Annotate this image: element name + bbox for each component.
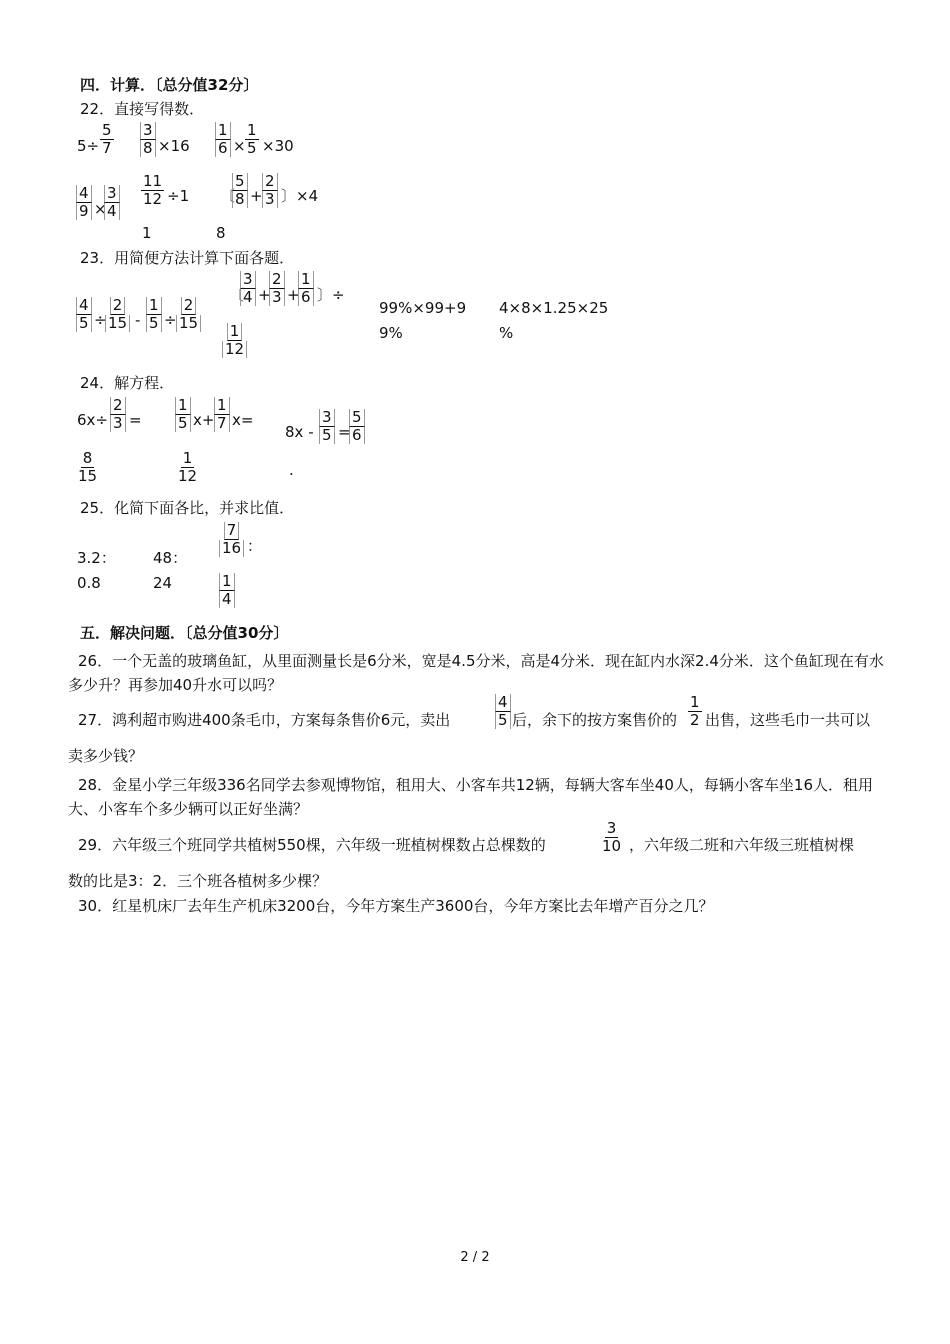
question-title: 25．化简下面各比，并求比值． xyxy=(80,499,295,517)
fraction: 8 15 xyxy=(78,449,98,485)
fraction: 11 12 xyxy=(143,172,163,208)
math-text: 9% xyxy=(379,324,403,342)
fraction: 5 6 xyxy=(349,409,365,444)
math-text: - xyxy=(135,311,141,329)
fraction: 1 2 xyxy=(690,693,700,729)
fraction: 1 5 xyxy=(175,397,191,432)
fraction: 4 9 xyxy=(76,185,92,220)
problem-text: 数的比是3：2．三个班各植树多少棵？ xyxy=(68,872,328,890)
math-text: 4×8×1.25×25 xyxy=(499,299,609,317)
question-title: 23．用简便方法计算下面各题． xyxy=(80,249,295,267)
fraction: 3 10 xyxy=(602,819,622,855)
math-text: ×30 xyxy=(262,137,294,155)
math-text: ÷ xyxy=(164,311,177,329)
math-text: + xyxy=(258,286,271,304)
fraction: 1 5 xyxy=(146,297,162,332)
math-text: 5÷ xyxy=(77,137,100,155)
problem-text: ，六年级二班和六年级三班植树棵 xyxy=(629,836,855,854)
fraction: 3 4 xyxy=(240,271,256,306)
problem-text: 27．鸿利超市购进400条毛巾，方案每条售价6元，卖出 xyxy=(78,711,451,729)
problem-text: 后，余下的按方案售价的 xyxy=(512,711,678,729)
math-text: 99%×99+9 xyxy=(379,299,467,317)
math-text: 48： xyxy=(153,549,188,567)
question-title: 24．解方程． xyxy=(80,374,175,392)
math-text: 〔 xyxy=(229,286,245,304)
fraction: 1 6 xyxy=(298,271,314,306)
problem-text: 出售，这些毛巾一共可以 xyxy=(705,711,871,729)
problem-text: 28．金星小学三年级336名同学去参观博物馆，租用大、小客车共12辆，每辆大客车坐40人，每辆小客车坐16人．租用大、小客车个多少辆可以正好坐满？ xyxy=(68,776,873,818)
math-text: = xyxy=(129,411,142,429)
fraction: 4 5 xyxy=(495,694,511,729)
fraction: 1 5 xyxy=(247,121,257,157)
problem-text: 26．一个无盖的玻璃鱼缸，从里面测量长是6分米，宽是4.5分米，高是4分米．现在缸内水深2.4分米．这个鱼缸现在有水多少升？再参加40升水可以吗？ xyxy=(68,652,884,694)
fraction: 3 4 xyxy=(104,185,120,220)
problem-text: 卖多少钱？ xyxy=(68,747,144,765)
math-text: 1 xyxy=(142,224,152,242)
math-text: ÷ xyxy=(94,311,107,329)
question-title: 22．直接写得数． xyxy=(80,100,205,118)
fraction: 4 5 xyxy=(76,297,92,332)
math-text: 〕÷ xyxy=(317,286,345,304)
fraction: 1 12 xyxy=(222,323,247,358)
math-text: ： xyxy=(247,537,263,555)
math-text: 8x - xyxy=(285,423,314,441)
math-text: ×16 xyxy=(158,137,190,155)
fraction: 1 4 xyxy=(219,573,235,608)
problem-text: 30．红星机床厂去年生产机床3200台，今年方案生产3600台，今年方案比去年增产百分之几？ xyxy=(78,897,714,915)
fraction: 2 15 xyxy=(105,297,130,332)
math-text: . xyxy=(289,461,294,479)
math-text: 0.8 xyxy=(77,574,101,592)
math-text: = xyxy=(338,423,351,441)
math-text: ÷1 xyxy=(167,187,190,205)
math-text: % xyxy=(499,324,514,342)
fraction: 3 5 xyxy=(319,409,335,444)
math-text: × xyxy=(94,200,107,218)
fraction: 1 6 xyxy=(215,122,231,157)
fraction: 1 12 xyxy=(178,449,198,485)
math-text: 8 xyxy=(216,224,226,242)
math-text: × xyxy=(233,137,246,155)
fraction: 2 3 xyxy=(262,173,278,208)
fraction: 5 7 xyxy=(102,121,112,157)
math-text: + xyxy=(287,286,300,304)
math-text: x= xyxy=(232,411,254,429)
problem-text: 29．六年级三个班同学共植树550棵，六年级一班植树棵数占总棵数的 xyxy=(78,836,546,854)
section-heading: 五．解决问题．〔总分值30分〕 xyxy=(80,624,289,642)
page-number: 2 / 2 xyxy=(460,1250,490,1265)
fraction: 2 3 xyxy=(110,397,126,432)
fraction: 2 15 xyxy=(176,297,201,332)
math-text: 〕×4 xyxy=(281,187,319,205)
fraction: 5 8 xyxy=(232,173,248,208)
math-text: 6x÷ xyxy=(77,411,108,429)
fraction: 7 16 xyxy=(219,522,244,557)
math-text: 3.2： xyxy=(77,549,116,567)
fraction: 2 3 xyxy=(269,271,285,306)
fraction: 1 7 xyxy=(214,397,230,432)
math-text: x+ xyxy=(193,411,215,429)
math-text: 24 xyxy=(153,574,173,592)
section-heading: 四．计算．〔总分值32分〕 xyxy=(80,76,259,94)
math-text: 〔 xyxy=(220,187,236,205)
math-text: + xyxy=(250,187,263,205)
fraction: 3 8 xyxy=(140,122,156,157)
